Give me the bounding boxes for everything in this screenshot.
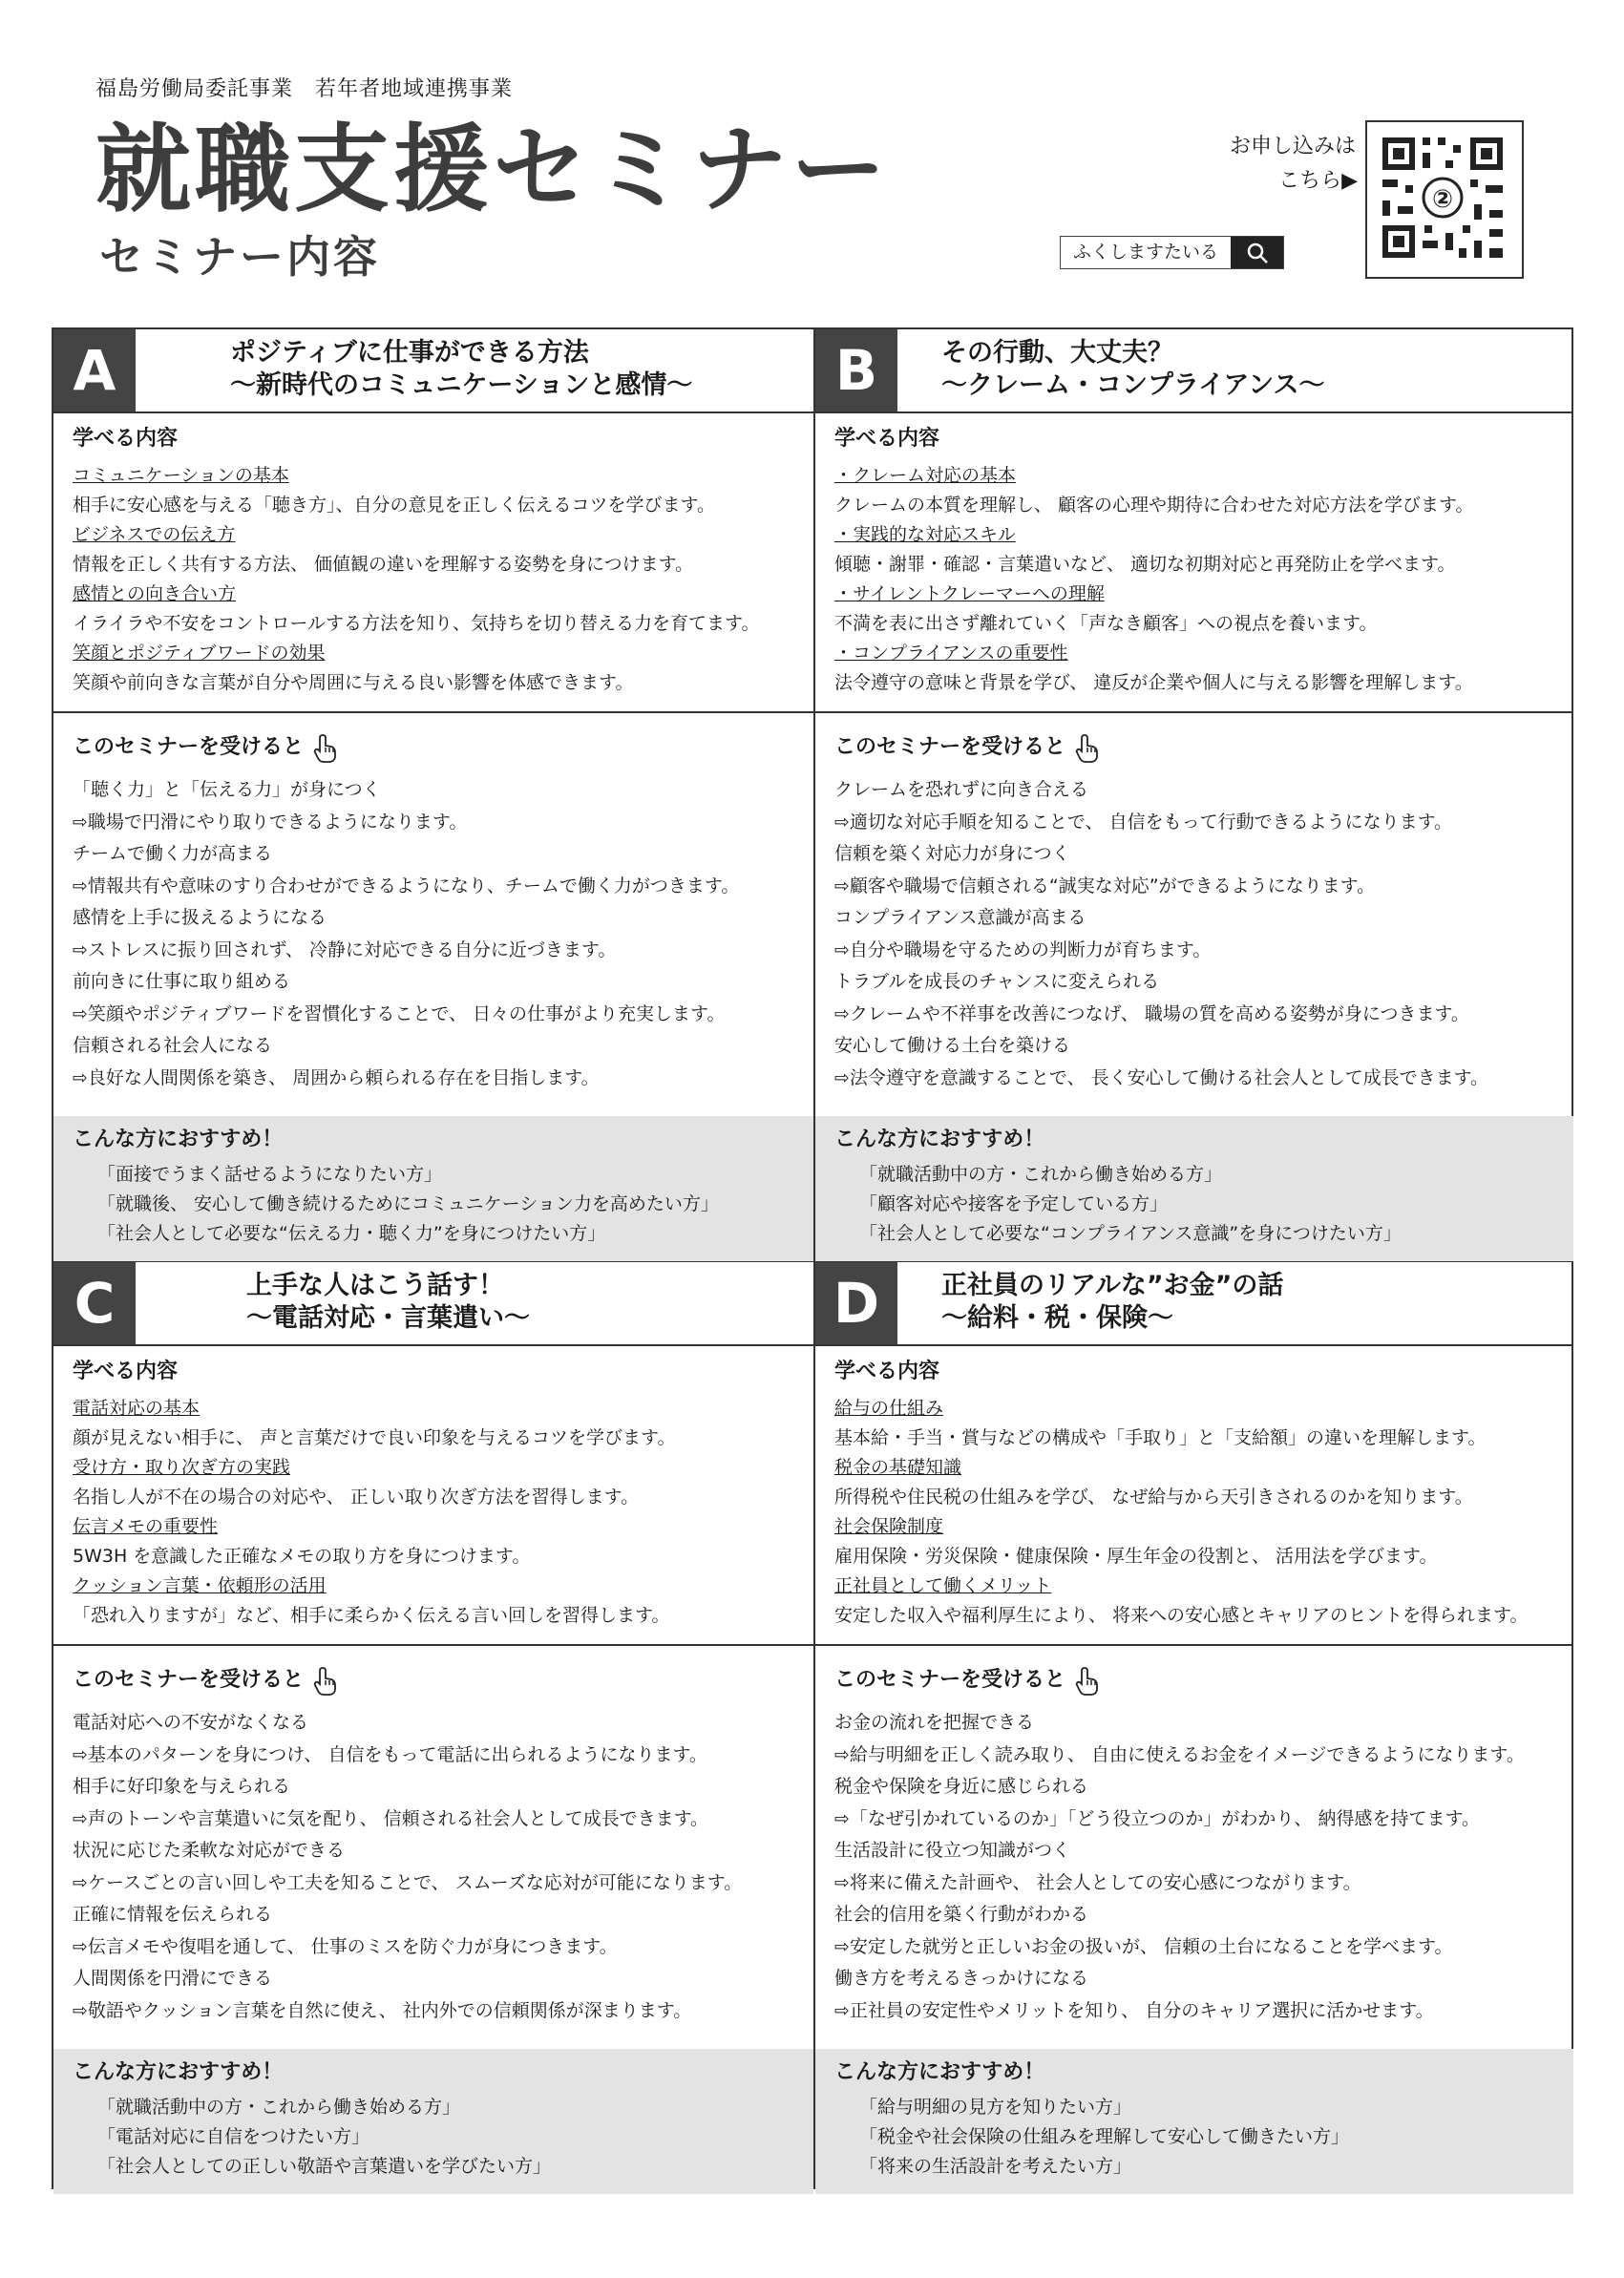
learn-topic: ・コンプライアンスの重要性 — [834, 643, 1068, 664]
benefit-result: ⇨笑顔やポジティブワードを習慣化することで、 日々の仕事がより充実します。 — [73, 1002, 726, 1024]
benefit-point: 信頼される社会人になる — [73, 1035, 273, 1056]
recommend-item: 「電話対応に自信をつけたい方」 — [97, 2126, 370, 2147]
learn-topic: ・サイレントクレーマーへの理解 — [834, 583, 1105, 604]
learn-topic: ビジネスでの伝え方 — [73, 524, 236, 545]
learn-topic: 正社員として働くメリット — [834, 1575, 1052, 1596]
seminar-grid — [52, 327, 1573, 2189]
benefit-point: 感情を上手に扱えるようになる — [73, 907, 327, 928]
recommend-item: 「就職活動中の方・これから働き始める方」 — [859, 1164, 1223, 1185]
learn-description: 相手に安心感を与える「聴き方」、自分の意見を正しく伝えるコツを学びます。 — [73, 495, 715, 516]
benefit-point: 相手に好印象を与えられる — [73, 1776, 291, 1797]
seminar-header — [53, 1262, 813, 1346]
search-icon[interactable] — [1231, 237, 1283, 268]
pointing-hand-icon — [1073, 1665, 1102, 1696]
pointing-hand-icon — [311, 732, 340, 763]
learn-description: イライラや不安をコントロールする方法を知り、気持ちを切り替える力を育てます。 — [73, 613, 760, 634]
benefit-heading: このセミナーを受けると — [834, 1668, 1066, 1692]
benefit-point: 信頼を築く対応力が身につく — [834, 843, 1070, 864]
seminar-letter: A — [53, 329, 136, 411]
benefit-point: 人間関係を円滑にできる — [73, 1968, 273, 1989]
benefit-section — [53, 713, 813, 1116]
seminar-c — [53, 1262, 813, 2189]
learn-description: 不満を表に出さず離れていく「声なき顧客」への視点を養います。 — [834, 613, 1378, 634]
learn-description: 名指し人が不在の場合の対応や、 正しい取り次ぎ方法を習得します。 — [73, 1487, 640, 1508]
benefit-point: トラブルを成長のチャンスに変えられる — [834, 971, 1160, 992]
learn-section — [815, 411, 1573, 713]
learn-topic: 税金の基礎知識 — [834, 1457, 962, 1478]
recommend-item: 「就職活動中の方・これから働き始める方」 — [97, 2097, 461, 2118]
pointing-hand-icon — [1073, 732, 1102, 763]
benefit-point: 「聴く力」と「伝える力」が身につく — [73, 779, 381, 800]
benefit-result: ⇨適切な対応手順を知ることで、 自信をもって行動できるようになります。 — [834, 811, 1453, 833]
qr-number: ② — [1431, 185, 1454, 214]
benefit-point: 電話対応への不安がなくなる — [73, 1712, 309, 1733]
learn-heading: 学べる内容 — [834, 427, 940, 451]
apply-arrow-label: こちら▶ — [1278, 169, 1358, 193]
page-title: 就職支援セミナー — [95, 114, 890, 225]
learn-heading: 学べる内容 — [834, 1360, 940, 1383]
seminar-header — [53, 329, 813, 413]
learn-topic: 受け方・取り次ぎ方の実践 — [73, 1457, 291, 1478]
learn-heading: 学べる内容 — [73, 427, 179, 451]
recommend-item: 「社会人としての正しい敬語や言葉遣いを学びたい方」 — [97, 2156, 552, 2177]
benefit-point: 社会的信用を築く行動がわかる — [834, 1904, 1089, 1925]
learn-description: 安定した収入や福利厚生により、 将来への安心感とキャリアのヒントを得られます。 — [834, 1605, 1529, 1626]
benefit-result: ⇨職場で円滑にやり取りできるようになります。 — [73, 811, 468, 833]
learn-topic: 感情との向き合い方 — [73, 583, 237, 604]
benefit-result: ⇨基本のパターンを身につけ、 自信をもって電話に出られるようになります。 — [73, 1743, 707, 1765]
recommend-item: 「社会人として必要な“伝える力・聴く力”を身につけたい方」 — [97, 1223, 606, 1244]
learn-section — [53, 1344, 813, 1646]
learn-topic: 伝言メモの重要性 — [73, 1516, 219, 1537]
learn-description: 顔が見えない相手に、 声と言葉だけで良い印象を与えるコツを学びます。 — [73, 1427, 676, 1448]
recommend-item: 「給与明細の見方を知りたい方」 — [859, 2097, 1132, 2118]
benefit-result: ⇨クレームや不祥事を改善につなげ、 職場の質を高める姿勢が身につきます。 — [834, 1002, 1469, 1024]
seminar-title: その行動、大丈夫？ — [941, 338, 1173, 368]
seminar-b — [815, 329, 1573, 1260]
learn-description: 所得税や住民税の仕組みを学び、 なぜ給与から天引きされるのかを知ります。 — [834, 1487, 1473, 1508]
learn-description: 基本給・手当・賞与などの構成や「手取り」と「支給額」の違いを理解します。 — [834, 1427, 1487, 1448]
recommend-section — [815, 1116, 1573, 1261]
seminar-subtitle: ～電話対応・言葉遣い～ — [246, 1303, 530, 1333]
recommend-section — [53, 1116, 813, 1261]
apply-label: お申し込みは — [1229, 135, 1356, 158]
seminar-letter: B — [815, 329, 897, 411]
benefit-result: ⇨声のトーンや言葉遣いに気を配り、 信頼される社会人として成長できます。 — [73, 1807, 709, 1829]
learn-description: 5W3H を意識した正確なメモの取り方を身につけます。 — [73, 1546, 531, 1567]
benefit-result: ⇨将来に備えた計画や、 社会人としての安心感につながります。 — [834, 1871, 1361, 1893]
recommend-item: 「社会人として必要な“コンプライアンス意識”を身につけたい方」 — [859, 1223, 1402, 1244]
benefit-heading: このセミナーを受けると — [73, 735, 305, 759]
recommend-heading: こんな方におすすめ！ — [73, 1128, 284, 1151]
recommend-item: 「面接でうまく話せるようになりたい方」 — [97, 1164, 443, 1185]
learn-topic: 笑顔とポジティブワードの効果 — [73, 643, 326, 664]
benefit-result: ⇨安定した就労と正しいお金の扱いが、 信頼の土台になることを学べます。 — [834, 1935, 1453, 1957]
seminar-a — [53, 329, 813, 1260]
benefit-section — [53, 1646, 813, 2049]
recommend-item: 「将来の生活設計を考えたい方」 — [859, 2156, 1132, 2177]
learn-topic: 電話対応の基本 — [73, 1398, 200, 1419]
learn-topic: ・クレーム対応の基本 — [834, 465, 1017, 486]
seminar-subtitle: ～給料・税・保険～ — [941, 1303, 1173, 1333]
seminar-d — [815, 1262, 1573, 2189]
benefit-result: ⇨ケースごとの言い回しや工夫を知ることで、 スムーズな応対が可能になります。 — [73, 1871, 743, 1893]
seminar-title: 正社員のリアルな”お金”の話 — [941, 1271, 1284, 1300]
page-subtitle: セミナー内容 — [99, 231, 380, 283]
seminar-header — [815, 1262, 1573, 1346]
benefit-result: ⇨法令遵守を意識することで、 長く安心して働ける社会人として成長できます。 — [834, 1066, 1489, 1088]
benefit-point: コンプライアンス意識が高まる — [834, 907, 1086, 928]
learn-description: 法令遵守の意味と背景を学び、 違反が企業や個人に与える影響を理解します。 — [834, 672, 1473, 693]
benefit-point: 安心して働ける土台を築ける — [834, 1035, 1071, 1056]
seminar-header — [815, 329, 1573, 413]
benefit-point: 税金や保険を身近に感じられる — [834, 1776, 1089, 1797]
benefit-point: 働き方を考えるきっかけになる — [834, 1968, 1089, 1989]
benefit-section — [815, 713, 1573, 1116]
learn-description: 雇用保険・労災保険・健康保険・厚生年金の役割と、 活用法を学びます。 — [834, 1546, 1438, 1567]
learn-topic: コミュニケーションの基本 — [73, 465, 289, 486]
benefit-point: 生活設計に役立つ知識がつく — [834, 1840, 1071, 1861]
benefit-result: ⇨給与明細を正しく読み取り、 自由に使えるお金をイメージできるようになります。 — [834, 1743, 1525, 1765]
benefit-point: お金の流れを把握できる — [834, 1712, 1035, 1733]
learn-topic: 社会保険制度 — [834, 1516, 944, 1537]
learn-heading: 学べる内容 — [73, 1360, 179, 1383]
learn-topic: 給与の仕組み — [834, 1398, 944, 1419]
benefit-point: チームで働く力が高まる — [73, 843, 273, 864]
seminar-title: ポジティブに仕事ができる方法 — [230, 338, 589, 368]
benefit-result: ⇨伝言メモや復唱を通して、 仕事のミスを防ぐ力が身につきます。 — [73, 1935, 618, 1957]
learn-section — [53, 411, 813, 713]
benefit-point: クレームを恐れずに向き合える — [834, 779, 1089, 800]
benefit-heading: このセミナーを受けると — [834, 735, 1066, 759]
recommend-section — [53, 2049, 813, 2194]
benefit-result: ⇨ストレスに振り回されず、 冷静に対応できる自分に近づきます。 — [73, 939, 617, 960]
learn-description: 「恐れ入りますが」など、相手に柔らかく伝える言い回しを習得します。 — [73, 1605, 670, 1626]
seminar-title: 上手な人はこう話す！ — [246, 1271, 504, 1300]
learn-topic: ・実践的な対応スキル — [834, 524, 1016, 545]
benefit-point: 前向きに仕事に取り組める — [73, 971, 291, 992]
learn-description: クレームの本質を理解し、 顧客の心理や期待に合わせた対応方法を学びます。 — [834, 495, 1474, 516]
recommend-item: 「税金や社会保険の仕組みを理解して安心して働きたい方」 — [859, 2126, 1350, 2147]
benefit-result: ⇨良好な人間関係を築き、 周囲から頼られる存在を目指します。 — [73, 1066, 600, 1088]
benefit-result: ⇨敬語やクッション言葉を自然に使え、 社内外での信頼関係が深まります。 — [73, 1999, 692, 2021]
recommend-section — [815, 2049, 1573, 2194]
benefit-result: ⇨顧客や職場で信頼される“誠実な対応”ができるようになります。 — [834, 875, 1376, 896]
learn-description: 笑顔や前向きな言葉が自分や周囲に与える良い影響を体感できます。 — [73, 672, 634, 693]
benefit-result: ⇨「なぜ引かれているのか」「どう役立つのか」がわかり、 納得感を持てます。 — [834, 1807, 1480, 1829]
benefit-heading: このセミナーを受けると — [73, 1668, 305, 1692]
program-name: 福島労働局委託事業 若年者地域連携事業 — [95, 77, 514, 101]
recommend-heading: こんな方におすすめ！ — [834, 1128, 1045, 1151]
recommend-heading: こんな方におすすめ！ — [73, 2060, 284, 2084]
learn-description: 傾聴・謝罪・確認・言葉遣いなど、 適切な初期対応と再発防止を学べます。 — [834, 554, 1456, 575]
benefit-result: ⇨正社員の安定性やメリットを知り、 自分のキャリア選択に活かせます。 — [834, 1999, 1434, 2021]
benefit-result: ⇨自分や職場を守るための判断力が育ちます。 — [834, 939, 1212, 960]
recommend-heading: こんな方におすすめ！ — [834, 2060, 1045, 2084]
seminar-letter: C — [53, 1262, 136, 1344]
seminar-letter: D — [815, 1262, 897, 1344]
learn-topic: クッション言葉・依頼形の活用 — [73, 1575, 327, 1596]
benefit-point: 正確に情報を伝えられる — [73, 1904, 273, 1925]
benefit-point: 状況に応じた柔軟な対応ができる — [73, 1840, 346, 1861]
search-box[interactable] — [1060, 236, 1284, 269]
qr-code[interactable] — [1365, 120, 1524, 279]
benefit-section — [815, 1646, 1573, 2049]
seminar-subtitle: ～新時代のコミュニケーションと感情～ — [230, 370, 693, 400]
recommend-item: 「就職後、 安心して働き続けるためにコミュニケーション力を高めたい方」 — [97, 1193, 719, 1214]
search-text: ふくしますたいる — [1072, 242, 1218, 263]
benefit-result: ⇨情報共有や意味のすり合わせができるようになり、チームで働く力がつきます。 — [73, 875, 740, 896]
recommend-item: 「顧客対応や接客を予定している方」 — [859, 1193, 1169, 1214]
learn-section — [815, 1344, 1573, 1646]
pointing-hand-icon — [311, 1665, 340, 1696]
seminar-subtitle: ～クレーム・コンプライアンス～ — [941, 370, 1325, 400]
learn-description: 情報を正しく共有する方法、 価値観の違いを理解する姿勢を身につけます。 — [73, 554, 694, 575]
